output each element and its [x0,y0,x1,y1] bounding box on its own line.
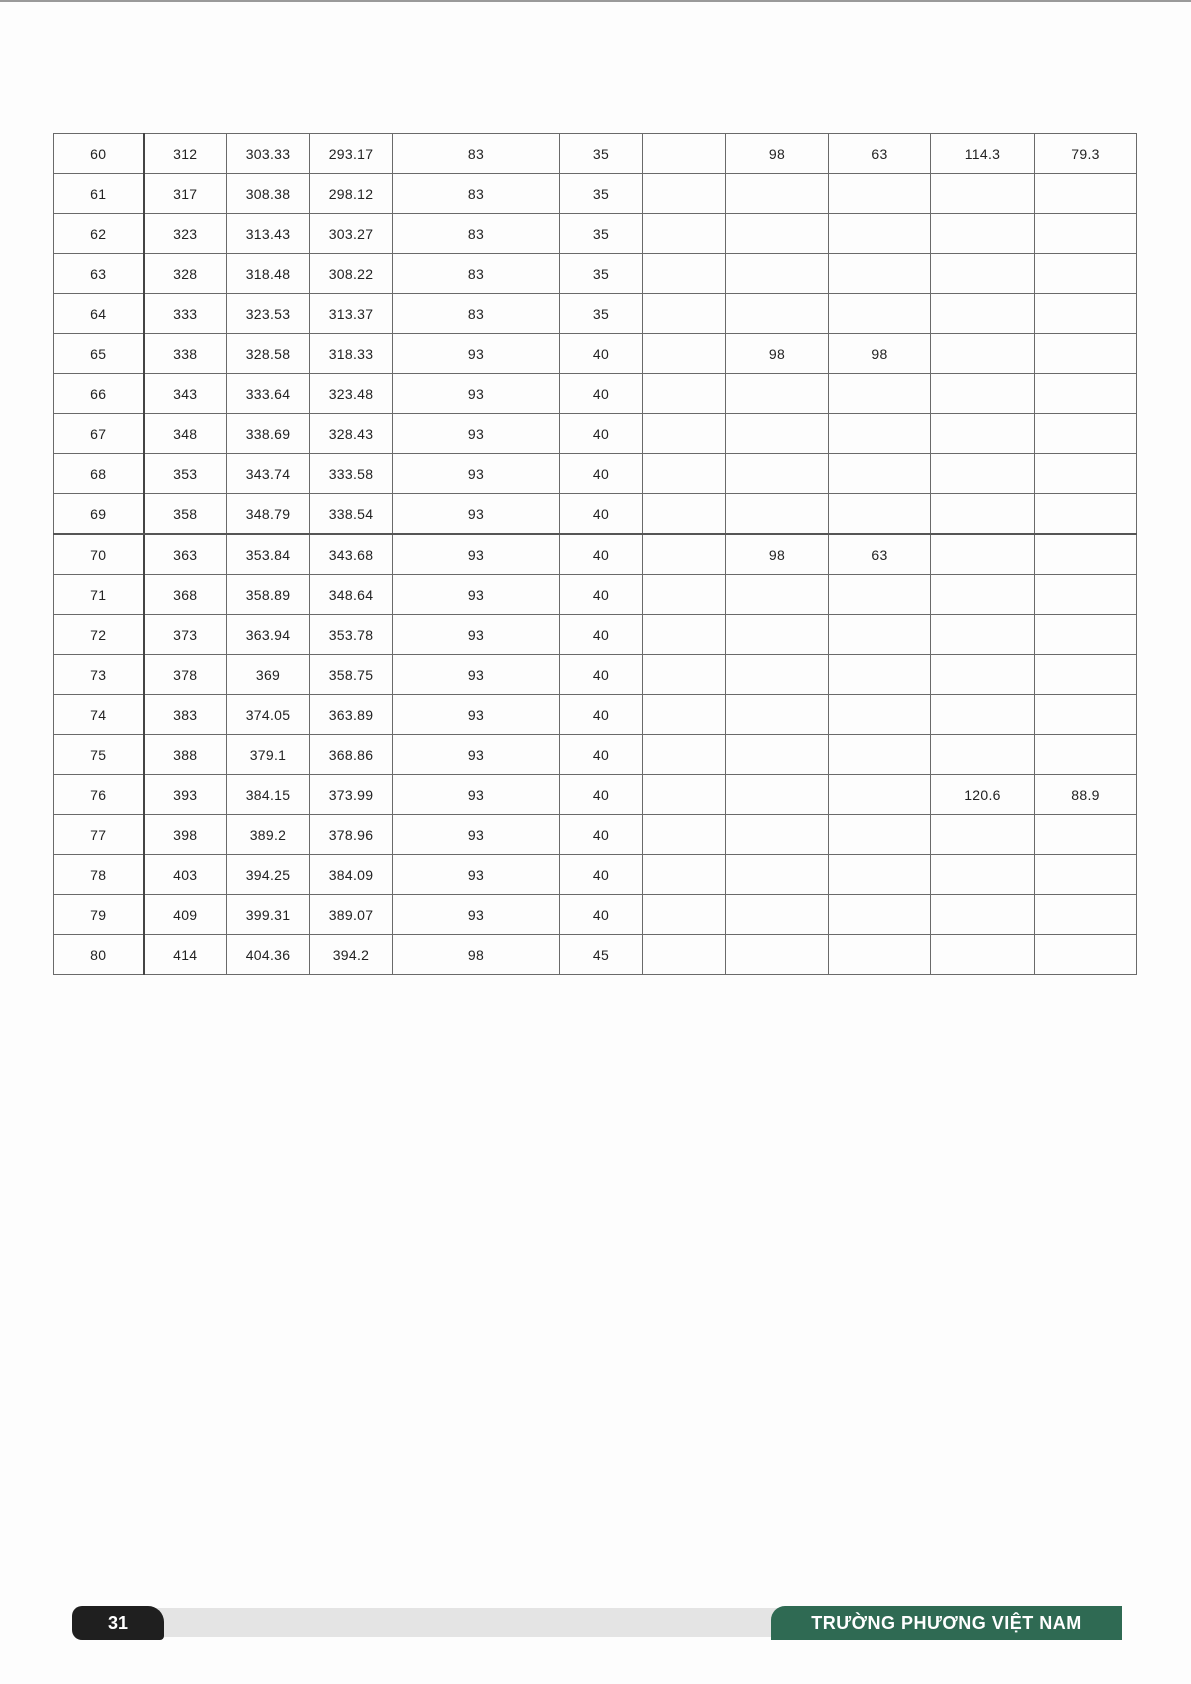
table-cell [726,735,829,775]
table-cell: 35 [560,174,643,214]
table-cell: 343.68 [310,534,393,575]
table-cell: 293.17 [310,134,393,174]
table-cell: 69 [54,494,144,535]
table-row [54,655,1137,695]
page-number: 31 [72,1606,164,1640]
table-cell: 323 [144,214,227,254]
table-cell: 338.69 [227,414,310,454]
table-cell [931,214,1035,254]
table-cell: 80 [54,935,144,975]
table-cell [726,174,829,214]
table-row [54,575,1137,615]
table-cell [829,174,931,214]
table-cell [1035,494,1137,535]
table-cell: 323.48 [310,374,393,414]
table-cell: 358 [144,494,227,535]
table-cell [829,254,931,294]
table-row [54,134,1137,174]
table-cell: 88.9 [1035,775,1137,815]
table-cell: 328 [144,254,227,294]
table-row [54,454,1137,494]
table-cell: 79.3 [1035,134,1137,174]
table-cell [829,615,931,655]
table-cell: 384.15 [227,775,310,815]
table-cell: 98 [829,334,931,374]
table-row [54,174,1137,214]
table-cell: 93 [393,454,560,494]
table-cell: 98 [393,935,560,975]
table-cell [643,454,726,494]
table-cell [726,294,829,334]
table-cell [726,214,829,254]
table-cell [726,775,829,815]
dimension-table [53,133,1137,975]
table-cell: 388 [144,735,227,775]
table-cell [726,575,829,615]
table-cell [643,695,726,735]
table-cell: 40 [560,855,643,895]
table-cell: 312 [144,134,227,174]
table-cell [1035,334,1137,374]
table-cell [1035,254,1137,294]
table-body [54,134,1137,975]
table-cell: 303.33 [227,134,310,174]
table-cell: 353.78 [310,615,393,655]
table-cell: 66 [54,374,144,414]
table-cell: 374.05 [227,695,310,735]
table-cell [1035,935,1137,975]
table-cell [1035,615,1137,655]
table-cell [1035,655,1137,695]
table-cell: 394.25 [227,855,310,895]
table-cell: 64 [54,294,144,334]
table-cell: 318.33 [310,334,393,374]
table-cell [829,895,931,935]
table-cell: 68 [54,454,144,494]
table-cell: 40 [560,534,643,575]
table-cell [643,775,726,815]
table-cell: 353.84 [227,534,310,575]
table-cell [931,575,1035,615]
table-cell [1035,414,1137,454]
table-cell [931,294,1035,334]
table-cell: 348 [144,414,227,454]
table-cell [931,895,1035,935]
table-cell: 35 [560,134,643,174]
table-cell [643,494,726,535]
table-cell: 338.54 [310,494,393,535]
table-cell: 73 [54,655,144,695]
table-cell: 40 [560,775,643,815]
brand-name: TRƯỜNG PHƯƠNG VIỆT NAM [771,1606,1122,1640]
table-cell [643,214,726,254]
table-cell: 40 [560,895,643,935]
table-cell [829,414,931,454]
table-cell: 83 [393,294,560,334]
table-cell [726,935,829,975]
table-row [54,735,1137,775]
table-row [54,935,1137,975]
table-cell: 93 [393,575,560,615]
table-cell: 317 [144,174,227,214]
table-cell [726,815,829,855]
table-cell [643,855,726,895]
table-cell: 93 [393,895,560,935]
table-cell: 389.07 [310,895,393,935]
table-cell [1035,174,1137,214]
table-cell: 83 [393,214,560,254]
table-cell: 399.31 [227,895,310,935]
table-cell [829,735,931,775]
table-cell [931,414,1035,454]
table-cell [643,534,726,575]
table-cell: 83 [393,134,560,174]
table-cell: 40 [560,374,643,414]
table-cell [829,815,931,855]
table-cell: 93 [393,494,560,535]
table-cell: 40 [560,334,643,374]
table-cell [1035,214,1137,254]
table-cell: 379.1 [227,735,310,775]
table-cell: 394.2 [310,935,393,975]
table-row [54,695,1137,735]
table-cell: 98 [726,334,829,374]
table-cell [931,254,1035,294]
table-cell: 62 [54,214,144,254]
table-cell: 409 [144,895,227,935]
table-cell [931,174,1035,214]
table-cell: 384.09 [310,855,393,895]
table-cell: 120.6 [931,775,1035,815]
table-cell: 328.43 [310,414,393,454]
table-cell: 61 [54,174,144,214]
table-cell [643,254,726,294]
table-cell: 40 [560,815,643,855]
top-rule [0,0,1191,2]
table-cell: 363.94 [227,615,310,655]
table-cell [829,695,931,735]
table-cell: 98 [726,534,829,575]
table-cell: 93 [393,534,560,575]
table-cell [726,695,829,735]
table-cell [643,294,726,334]
table-cell: 93 [393,374,560,414]
table-row [54,214,1137,254]
table-cell [726,655,829,695]
table-cell: 93 [393,334,560,374]
table-cell: 35 [560,254,643,294]
table-cell: 348.64 [310,575,393,615]
table-cell: 343.74 [227,454,310,494]
table-cell [643,414,726,454]
table-cell: 378 [144,655,227,695]
table-cell: 313.43 [227,214,310,254]
table-cell: 363 [144,534,227,575]
table-cell [643,895,726,935]
table-cell [931,334,1035,374]
table-cell [931,615,1035,655]
table-cell: 70 [54,534,144,575]
table-cell: 393 [144,775,227,815]
table-cell: 40 [560,735,643,775]
table-cell [726,454,829,494]
table-cell: 93 [393,414,560,454]
table-cell: 93 [393,695,560,735]
table-cell: 369 [227,655,310,695]
table-cell: 114.3 [931,134,1035,174]
table-cell [643,655,726,695]
table-cell [1035,815,1137,855]
table-cell [931,735,1035,775]
table-cell [931,374,1035,414]
table-cell [829,935,931,975]
table-cell [726,615,829,655]
table-cell: 40 [560,615,643,655]
table-cell [643,575,726,615]
table-cell: 72 [54,615,144,655]
table-cell [643,374,726,414]
table-cell [931,534,1035,575]
table-cell: 77 [54,815,144,855]
table-row [54,414,1137,454]
table-cell [726,414,829,454]
table-cell [1035,534,1137,575]
table-row [54,815,1137,855]
table-cell: 93 [393,855,560,895]
table-cell [829,855,931,895]
table-cell [643,735,726,775]
table-cell [931,935,1035,975]
table-cell: 75 [54,735,144,775]
table-row [54,534,1137,575]
table-cell: 333 [144,294,227,334]
table-cell: 303.27 [310,214,393,254]
table-cell: 78 [54,855,144,895]
table-cell [643,815,726,855]
table-cell: 45 [560,935,643,975]
table-cell: 71 [54,575,144,615]
table-cell: 67 [54,414,144,454]
table-cell: 40 [560,414,643,454]
table-cell: 333.58 [310,454,393,494]
table-cell: 40 [560,494,643,535]
table-cell: 343 [144,374,227,414]
table-cell [1035,454,1137,494]
table-cell [1035,855,1137,895]
table-row [54,615,1137,655]
table-cell [829,655,931,695]
table-cell [726,895,829,935]
table-cell: 383 [144,695,227,735]
table-cell: 373 [144,615,227,655]
table-cell: 338 [144,334,227,374]
table-cell: 403 [144,855,227,895]
table-cell: 35 [560,214,643,254]
table-cell: 333.64 [227,374,310,414]
table-cell: 363.89 [310,695,393,735]
table-cell [931,815,1035,855]
table-cell [1035,575,1137,615]
table-cell: 404.36 [227,935,310,975]
table-cell [931,695,1035,735]
table-cell: 76 [54,775,144,815]
table-cell [931,494,1035,535]
table-cell: 40 [560,655,643,695]
table-row [54,254,1137,294]
table-cell [1035,294,1137,334]
table-cell: 83 [393,174,560,214]
table-cell: 318.48 [227,254,310,294]
table-cell [1035,374,1137,414]
table-cell [829,575,931,615]
table-cell [726,855,829,895]
table-cell [829,494,931,535]
table-cell: 65 [54,334,144,374]
table-cell [829,374,931,414]
table-cell [829,454,931,494]
table-cell: 40 [560,695,643,735]
table-cell [829,214,931,254]
table-cell [643,334,726,374]
table-cell: 83 [393,254,560,294]
table-row [54,374,1137,414]
footer-strip [132,1608,862,1637]
table-cell: 328.58 [227,334,310,374]
table-cell [931,655,1035,695]
table-cell: 298.12 [310,174,393,214]
table-cell [643,174,726,214]
table-cell: 414 [144,935,227,975]
table-row [54,494,1137,535]
table-cell: 93 [393,615,560,655]
table-row [54,294,1137,334]
table-cell: 323.53 [227,294,310,334]
table-cell [1035,895,1137,935]
table-row [54,775,1137,815]
table-cell [1035,695,1137,735]
table-cell: 63 [829,534,931,575]
table-row [54,855,1137,895]
table-cell: 40 [560,454,643,494]
table-cell: 373.99 [310,775,393,815]
table-cell: 98 [726,134,829,174]
table-cell: 74 [54,695,144,735]
table-cell: 308.22 [310,254,393,294]
table-cell: 79 [54,895,144,935]
table-cell [726,494,829,535]
table-cell: 389.2 [227,815,310,855]
table-cell [829,294,931,334]
table-cell: 378.96 [310,815,393,855]
table-cell: 358.75 [310,655,393,695]
table-cell [726,254,829,294]
table-row [54,895,1137,935]
table-cell: 368.86 [310,735,393,775]
table-cell: 93 [393,775,560,815]
table-cell [1035,735,1137,775]
table-cell: 93 [393,735,560,775]
table-cell: 93 [393,655,560,695]
table-cell: 368 [144,575,227,615]
table-cell [643,615,726,655]
table-cell: 93 [393,815,560,855]
table-row [54,334,1137,374]
table-cell [931,454,1035,494]
table-cell: 398 [144,815,227,855]
table-cell [931,855,1035,895]
table-cell [643,134,726,174]
table-cell [643,935,726,975]
table-cell: 35 [560,294,643,334]
table-cell: 40 [560,575,643,615]
page-footer [72,1606,1122,1640]
table-cell: 60 [54,134,144,174]
table-cell: 353 [144,454,227,494]
table-cell [726,374,829,414]
table-cell: 308.38 [227,174,310,214]
table-cell: 358.89 [227,575,310,615]
table-cell: 313.37 [310,294,393,334]
table-cell: 63 [54,254,144,294]
table-cell [829,775,931,815]
table-cell: 348.79 [227,494,310,535]
table-cell: 63 [829,134,931,174]
